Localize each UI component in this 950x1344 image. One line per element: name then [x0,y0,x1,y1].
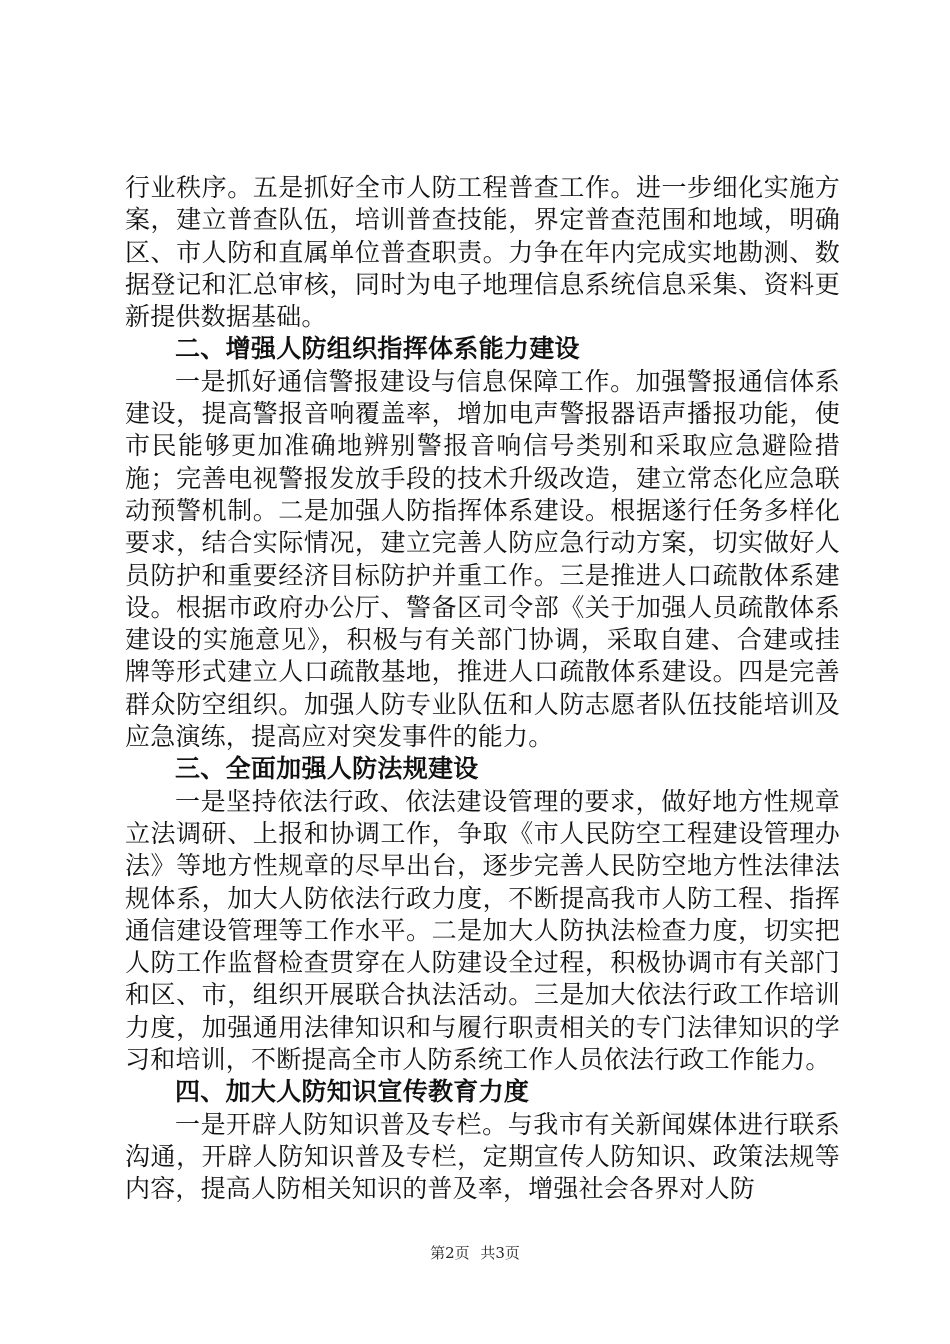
paragraph-3: 一是坚持依法行政、依法建设管理的要求，做好地方性规章立法调研、上报和协调工作，争取《市人民防空工程建设管理办法》等地方性规章的尽早出台，逐步完善人民防空地方性法律法规体系，加大人防依法行政力度，不断提高我市人防工程、指挥通信建设管理等工作水平。二是加大人防执法检查力度，切实把人防工作监督检查贯穿在人防建设全过程，积极协调市有关部门和区、市，组织开展联合执法活动。三是加大依法行政工作培训力度，加强通用法律知识和与履行职责相关的专门法律知识的学习和培训，不断提高全市人防系统工作人员依法行政工作能力。 [125,786,840,1075]
paragraph-4: 一是开辟人防知识普及专栏。与我市有关新闻媒体进行联系沟通，开辟人防知识普及专栏，定期宣传人防知识、政策法规等内容，提高人防相关知识的普及率，增强社会各界对人防 [125,1109,840,1204]
section-heading-3: 三、全面加强人防法规建设 [175,754,479,784]
page-number: 第2页 [430,1244,470,1262]
page-footer [0,1242,950,1263]
page-total: 共3页 [480,1244,520,1262]
paragraph-2: 一是抓好通信警报建设与信息保障工作。加强警报通信体系建设，提高警报音响覆盖率，增加电声警报器语声播报功能，使市民能够更加准确地辨别警报音响信号类别和采取应急避险措施；完善电视警报发放手段的技术升级改造，建立常态化应急联动预警机制。二是加强人防指挥体系建设。根据遂行任务多样化要求，结合实际情况，建立完善人防应急行动方案，切实做好人员防护和重要经济目标防护并重工作。三是推进人口疏散体系建设。根据市政府办公厅、警备区司令部《关于加强人员疏散体系建设的实施意见》，积极与有关部门协调，采取自建、合建或挂牌等形式建立人口疏散基地，推进人口疏散体系建设。四是完善群众防空组织。加强人防专业队伍和人防志愿者队伍技能培训及应急演练，提高应对突发事件的能力。 [125,366,840,752]
section-heading-4: 四、加大人防知识宣传教育力度 [175,1077,530,1107]
section-heading-2: 二、增强人防组织指挥体系能力建设 [175,334,580,364]
document-body [125,172,840,1206]
paragraph-1: 行业秩序。五是抓好全市人防工程普查工作。进一步细化实施方案，建立普查队伍，培训普查技能，界定普查范围和地域，明确区、市人防和直属单位普查职责。力争在年内完成实地勘测、数据登记和汇总审核，同时为电子地理信息系统信息采集、资料更新提供数据基础。 [125,173,840,332]
